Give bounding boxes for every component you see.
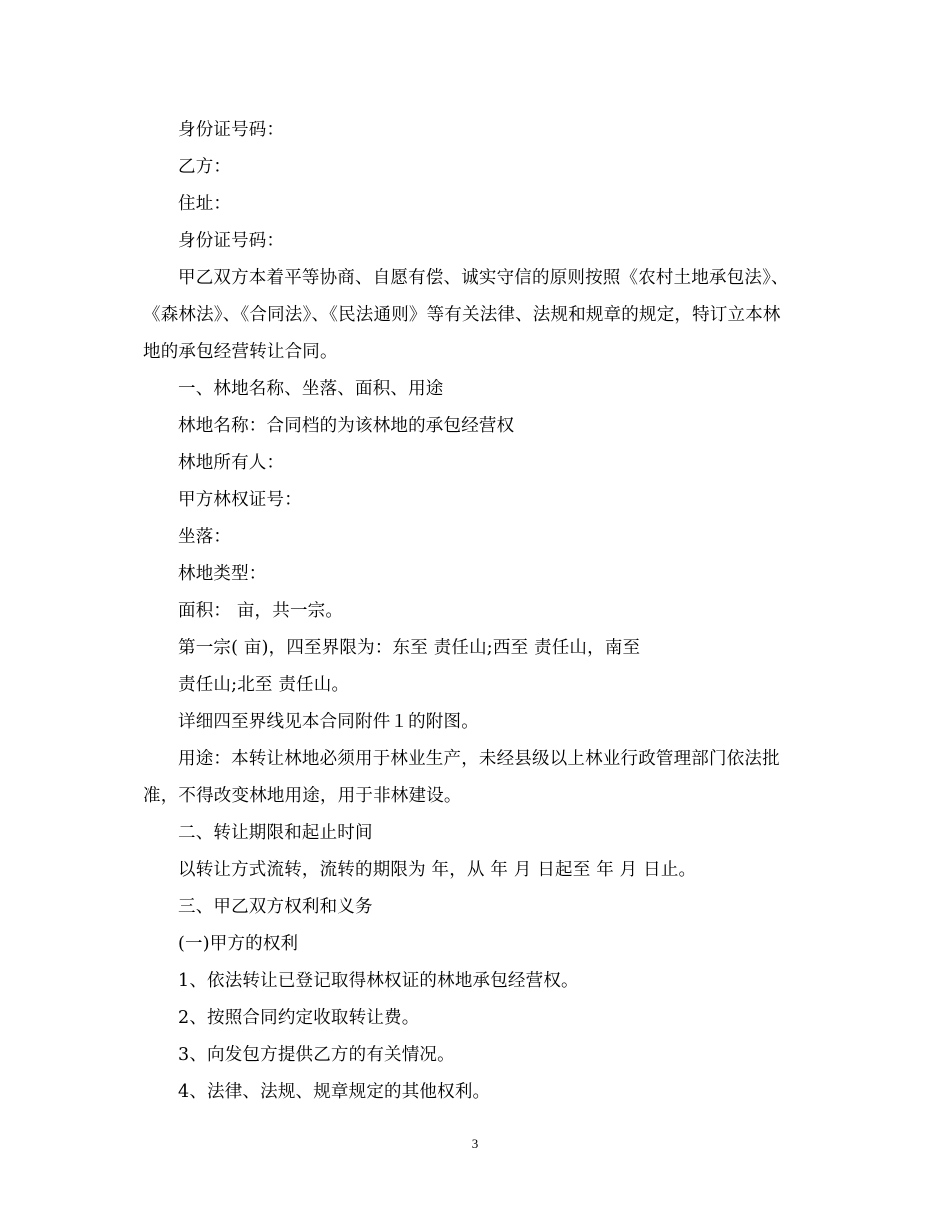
list-item: 1、依法转让已登记取得林权证的林地承包经营权。 — [178, 971, 579, 991]
paragraph: 住址： — [178, 194, 232, 214]
paragraph: 林地名称：合同档的为该林地的承包经营权 — [178, 416, 515, 436]
list-item: 3、向发包方提供乙方的有关情况。 — [178, 1045, 455, 1065]
paragraph: 身份证号码： — [178, 231, 285, 251]
section-heading: 二、转让期限和起止时间 — [178, 823, 373, 843]
paragraph: 责任山;北至 责任山。 — [178, 675, 350, 695]
section-heading: 三、甲乙双方权利和义务 — [178, 897, 373, 917]
subsection-heading: (一)甲方的权利 — [178, 934, 299, 954]
list-item: 2、按照合同约定收取转让费。 — [178, 1008, 420, 1028]
paragraph: 林地所有人： — [178, 453, 285, 473]
paragraph: 坐落： — [178, 527, 232, 547]
paragraph: 以转让方式流转，流转的期限为 年，从 年 月 日起至 年 月 日止。 — [178, 860, 697, 880]
paragraph: 面积： 亩，共一宗。 — [178, 601, 344, 621]
paragraph: 乙方： — [178, 157, 232, 177]
paragraph: 甲乙双方本着平等协商、自愿有偿、诚实守信的原则按照《农村土地承包法》、《森林法》、《合同法》、《民法通则》等有关法律、法规和规章的规定，特订立本林地的承包经营转让合同。 — [143, 268, 789, 362]
paragraph: 用途：本转让林地必须用于林业生产，未经县级以上林业行政管理部门依法批准，不得改变林地用途，用于非林建设。 — [143, 749, 780, 806]
paragraph: 详细四至界线见本合同附件１的附图。 — [178, 712, 479, 732]
document-body — [143, 112, 798, 1111]
list-item: 4、法律、法规、规章规定的其他权利。 — [178, 1082, 491, 1102]
paragraph: 甲方林权证号： — [178, 490, 302, 510]
paragraph: 身份证号码： — [178, 120, 285, 140]
page-number: 3 — [471, 1136, 479, 1151]
paragraph: 第一宗( 亩)，四至界限为：东至 责任山;西至 责任山，南至 — [178, 638, 641, 658]
section-heading: 一、林地名称、坐落、面积、用途 — [178, 379, 444, 399]
paragraph: 林地类型： — [178, 564, 267, 584]
